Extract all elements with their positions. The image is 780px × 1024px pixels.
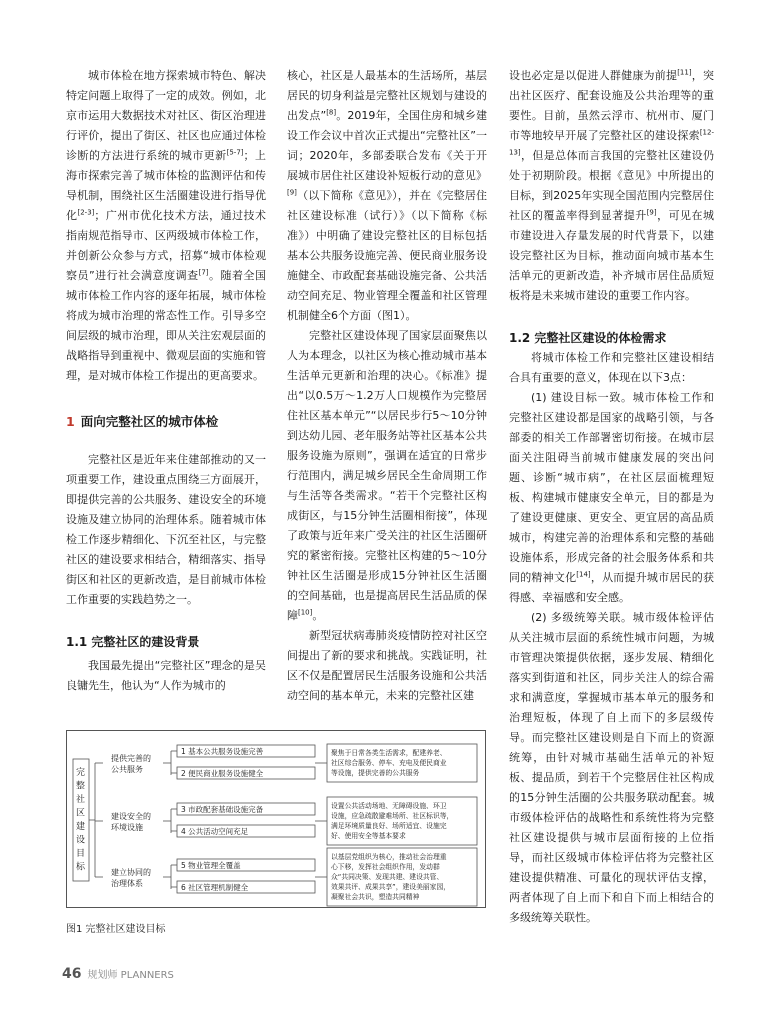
page-footer	[62, 966, 174, 982]
root-label-char: 设	[76, 835, 86, 846]
paragraph: 城市体检在地方探索城市特色、解决特定问题上取得了一定的成效。例如，北京市运用大数据技术对社区、街区治理进行评价，提出了街区、社区也应通过体检诊断的方法进行系统的城市更新[5-7]；上海市探索完善了城市体检的监测评估和传导机制，围绕社区生活圈建设进行指导优化[2-3]；广州市优化技术方法，通过技术指南规范指导市、区两级城市体检工作，并创新公众参与方式，招募“城市体检观察员”进行社会满意度调查[7]。随着全国城市体检工作内容的逐年拓展，城市体检将成为城市治理的常态性工作。引导多空间层级的城市治理，即从关注宏观层面的战略指导到重视中、微观层面的实施和管理，是对城市体检工作提出的更高要求。	[66, 69, 267, 382]
paragraph: 完整社区建设体现了国家层面聚焦以人为本理念，以社区为核心推动城市基本生活单元更新和治理的决心。《标准》提出“以0.5万～1.2万人口规模作为完整居住社区基本单元”“以居民步行5～10分钟到达幼儿园、老年服务站等社区基本公共服务设施为原则”，强调在适宜的日常步行范围内，满足城乡居民全生命周期工作与生活等各类需求。“若干个完整社区构成街区，与15分钟生活圈相衔接”，体现了政策与近年来广受关注的社区生活圈研究的紧密衔接。完整社区构建的5～10分钟社区生活圈是形成15分钟社区生活圈的空间基础，也是提高居民生活品质的保障[10]。	[287, 329, 487, 622]
subsection-heading: 1.2 完整社区建设的体检需求	[509, 331, 667, 345]
root-label-char: 完	[76, 768, 86, 778]
diagram	[67, 731, 487, 909]
paragraph: 将城市体检工作和完整社区建设相结合具有重要的意义，体现在以下3点：	[509, 351, 714, 384]
goal-item: 2 便民商业服务设施健全	[181, 769, 264, 778]
goal-item: 4 公共活动空间充足	[181, 827, 249, 836]
paragraph: 我国最先提出“完整社区”理念的是吴良镛先生，他认为“人作为城市的	[66, 659, 266, 692]
paragraph: 新型冠状病毒肺炎疫情防控对社区空间提出了新的要求和挑战。实践证明，社区不仅是配置居民生活服务设施和公共活动空间的基本单元，未来的完整社区建	[287, 629, 487, 702]
page-number: 46	[62, 966, 82, 982]
description-text: 以基层党组织为核心，推动社会治理重	[331, 853, 447, 861]
description-text: 众“共同决策、发现共建、建设共管、	[331, 873, 444, 881]
description-text: 心下移，发挥社会组织作用，发动群	[331, 863, 440, 871]
text-column-3	[509, 66, 714, 928]
paragraph: 设也必定是以促进人群健康为前提[11]，突出社区医疗、配套设施及公共治理等的重要性。目前，虽然云浮市、杭州市、厦门市等地较早开展了完整社区的建设探索[12-13]，但是总体而言我国的完整社区建设仍处于初期阶段。根据《意见》中所提出的目标，到2025年实现全国范围内完整居住社区的覆盖率得到显著提升[9]，可见在城市建设进入存量发展的时代背景下，以建设完整社区为目标，推动面向城市基本生活单元的更新改造，补齐城市居住品质短板将是未来城市建设的重要工作内容。	[509, 68, 715, 302]
goal-item: 5 物业管理全覆盖	[181, 861, 241, 870]
description-text: 聚焦于日常各类生活需求，配建养老、	[331, 749, 447, 757]
journal-name: 规划师 PLANNERS	[87, 970, 174, 981]
group-label: 环境设施	[111, 823, 143, 832]
paragraph: (2) 多级统筹关联。城市级体检评估从关注城市层面的系统性城市问题，为城市管理决策提供依据，逐步发展、精细化落实到街道和社区，同步关注人的综合需求和满意度，掌握城市基本单元的服务和治理短板，体现了自上而下的多层级传导。而完整社区建设则是自下而上的资源统筹，由针对城市基础生活单元的补短板、提品质，到若干个完整居住社区构成的15分钟生活圈的公共服务联动配套。城市级体检评估的战略性和系统性将为完整社区建设提供与城市层面衔接的上位指导，而社区级城市体检评估将为完整社区建设提供精准、可量化的现状评估支撑，两者体现了自上而下和自下而上相结合的多级统筹关联性。	[509, 611, 714, 924]
description-text: 满足环境质量良好、场所适宜、设施完	[331, 822, 447, 830]
root-label-char: 整	[76, 781, 86, 792]
group-label: 公共服务	[111, 765, 143, 774]
paragraph: 核心，社区是人最基本的生活场所，基层居民的切身利益是完整社区规划与建设的出发点”[8]。2019年，全国住房和城乡建设工作会议中首次正式提出“完整社区”一词；2020年，多部委联合发布《关于开展城市居住社区建设补短板行动的意见》[9]（以下简称《意见》），并在《完整居住社区建设标准（试行）》（以下简称《标准》）中明确了建设完整社区的目标包括基本公共服务设施完善、便民商业服务设施健全、市政配套基础设施完备、公共活动空间充足、物业管理全覆盖和社区管理机制健全6个方面（图1）。	[287, 69, 488, 322]
text-column-2	[287, 66, 487, 706]
section-heading: 1 面向完整社区的城市体检	[66, 414, 219, 429]
goal-item: 3 市政配套基础设施完备	[181, 805, 264, 814]
description-text: 社区综合服务、停车、充电及便民商业	[331, 759, 447, 767]
goal-item: 1 基本公共服务设施完善	[181, 747, 264, 756]
paragraph: (1) 建设目标一致。城市体检工作和完整社区建设都是国家的战略引领，与各部委的相关工作部署密切衔接。在城市层面关注阻碍当前城市健康发展的突出问题、诊断“城市病”，在社区层面梳理短板、构建城市健康安全单元，目的都是为了建设更健康、更安全、更宜居的高品质城市，构建完善的治理体系和完整的基础设施体系，形成完备的社会服务体系和共同的精神文化[14]，从而提升城市居民的获得感、幸福感和安全感。	[509, 391, 715, 604]
description-text: 好、使用安全等基本要求	[331, 832, 406, 840]
figure-construction-goals	[66, 730, 486, 908]
goal-item: 6 社区管理机制健全	[181, 883, 249, 892]
description-text: 设置公共活动场地、无障碍设施、环卫	[331, 802, 447, 810]
group-label: 建设安全的	[111, 812, 151, 821]
group-label: 建立协同的	[111, 868, 151, 877]
root-label-char: 建	[76, 822, 86, 832]
root-label-char: 目	[76, 849, 86, 859]
description-text: 设施，应急疏散避难场所、社区标识等，	[331, 812, 454, 820]
figure-caption: 图1 完整社区建设目标	[66, 924, 166, 935]
group-label: 治理体系	[111, 879, 143, 888]
root-label-char: 社	[76, 795, 86, 805]
root-label-char: 标	[76, 862, 86, 873]
description-text: 效果共评、成果共享”，建设美丽家园，	[331, 883, 451, 891]
subsection-heading: 1.1 完整社区的建设背景	[66, 635, 200, 649]
root-label-char: 区	[76, 808, 86, 819]
group-label: 提供完善的	[111, 754, 151, 763]
description-text: 等设施，提供完善的公共服务	[331, 769, 420, 777]
description-text: 凝聚社会共识，塑造共同精神	[331, 893, 420, 901]
text-column-1	[66, 66, 266, 696]
paragraph: 完整社区是近年来住建部推动的又一项重要工作，建设重点围绕三方面展开，即提供完善的公共服务、建设安全的环境设施及建立协同的治理体系。随着城市体检工作逐步精细化、下沉至社区，与完整社区的建设要求相结合，精细落实、指导街区和社区的更新改造，是目前城市体检工作重要的实践趋势之一。	[66, 453, 266, 606]
